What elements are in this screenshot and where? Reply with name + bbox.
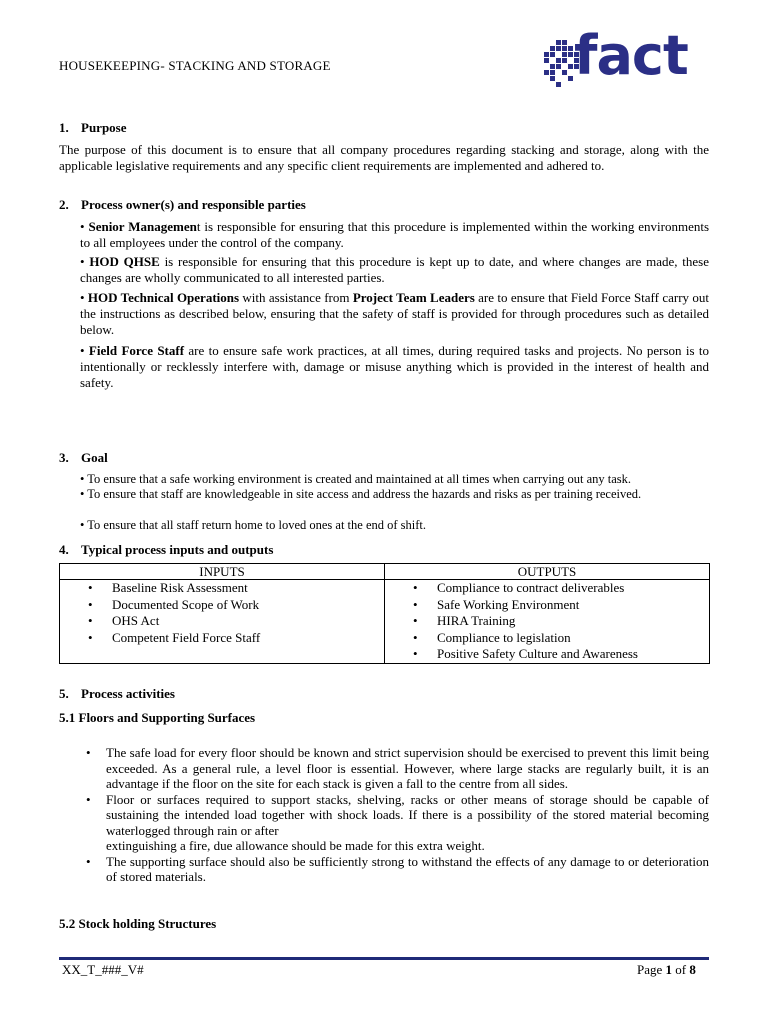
section-title: Goal [81,450,108,465]
logo-pixel [556,82,561,87]
goal-item: • To ensure that staff are knowledgeable in site access and address the hazards and risks as per training received. [80,487,642,501]
subsection-5-2-heading: 5.2 Stock holding Structures [59,916,217,931]
logo-pixel [556,58,561,63]
goal-text: To ensure that all staff return home to loved ones at the end of shift. [87,518,427,532]
logo-pixel [556,46,561,51]
party-name: Field Force Staff [88,343,185,358]
subsection-5-1-heading: 5.1 Floors and Supporting Surfaces [59,710,256,725]
output-item: • Safe Working Environment [385,597,709,614]
section-title: Typical process inputs and outputs [81,542,274,557]
floors-bullet: • The supporting surface should also be sufficiently strong to withstand the effects of any damage to or deterioration of stored materials. [82,854,709,885]
document-code: XX_T_###_V# [62,962,144,977]
output-item: • Compliance to contract deliverables [385,580,709,597]
section-number: 1. [59,120,69,135]
section-2-heading [59,197,306,213]
logo-pixel [550,46,555,51]
section-number: 4. [59,542,69,557]
purpose-text: The purpose of this document is to ensure that all company procedures regarding stacking and storage, along with the applicable legislative requirements and any specific client requirements are implemented and adhered to. [59,142,709,173]
logo-pixel [562,40,567,45]
outputs-cell [385,580,710,664]
logo-pixel [544,58,549,63]
inputs-list [60,580,384,646]
footer-divider [59,957,709,960]
logo-text: fact [574,24,688,87]
goal-item: • To ensure that a safe working environment is created and maintained at all times when carrying out any task. [80,472,632,486]
party-name-secondary: Project Team Leaders [352,290,475,305]
logo-pixel [544,70,549,75]
inputs-outputs-table [59,563,710,664]
responsible-party-hod-qhse: • HOD QHSE is responsible for ensuring that this procedure is kept up to date, and where changes are made, these changes are wholly communicated to all interested parties. [80,254,709,285]
goal-item: • To ensure that all staff return home to loved ones at the end of shift. [80,518,427,532]
logo-pixel [550,64,555,69]
party-description: are to ensure that Field Force Staff carry out the instructions as described below, ensuring that the safety of staff is provided for through procedures such as detailed below. [80,290,709,337]
logo-pixel [556,64,561,69]
inputs-header: INPUTS [60,564,385,580]
floors-bullet-continuation: extinguishing a fire, due allowance should be made for this extra weight. [106,838,485,853]
responsible-party-hod-technical-operations: • HOD Technical Operations with assistance from Project Team Leaders are to ensure that Field Force Staff carry out the instructions as described below, ensuring that the safety of staff is provided for through procedures such as detailed below. [80,290,709,337]
page-prefix: Page [637,962,666,977]
logo-pixel [550,70,555,75]
party-connector: with assistance from [239,290,353,305]
input-item: • Baseline Risk Assessment [60,580,384,597]
party-description: is responsible for ensuring that this procedure is kept up to date, and where changes are made, these changes are wholly communicated to all interested parties. [80,254,709,285]
input-item: • Documented Scope of Work [60,597,384,614]
output-item: • HIRA Training [385,613,709,630]
inputs-cell [60,580,385,664]
section-number: 2. [59,197,69,212]
logo-pixel [550,76,555,81]
page-total: 8 [689,962,696,977]
input-item: • OHS Act [60,613,384,630]
outputs-list [385,580,709,663]
responsible-party-field-force-staff: • Field Force Staff are to ensure safe work practices, at all times, during required tasks and projects. No person is to intentionally or recklessly interfere with, damage or misuse anything which is provided in the interest of health and safety. [80,343,710,390]
logo-pixel [562,46,567,51]
page-indicator [637,962,696,978]
logo-pixel [544,52,549,57]
section-title: Process owner(s) and responsible parties [81,197,306,212]
floors-bullet: • Floor or surfaces required to support stacks, shelving, racks or other means of storage should be capable of sustaining the intended load together with shock loads. If there is a possibility of the stored material becoming waterlogged through rain or after [82,792,709,839]
output-item: • Positive Safety Culture and Awareness [385,646,709,663]
logo-pixel [568,76,573,81]
section-number: 3. [59,450,69,465]
document-title: HOUSEKEEPING- STACKING AND STORAGE [59,58,331,73]
page-of: of [672,962,690,977]
section-4-heading [59,542,273,558]
input-item: • Competent Field Force Staff [60,630,384,647]
logo-pixel [550,52,555,57]
responsible-party-senior-management: • Senior Management is responsible for ensuring that this procedure is implemented within the working environments to all employees under the control of the company. [80,219,710,250]
goal-text: To ensure that a safe working environment is created and maintained at all times when carrying out any task. [87,472,632,486]
party-name: Senior Managemen [88,219,197,234]
section-title: Purpose [81,120,127,135]
logo-pixel [562,58,567,63]
party-description: are to ensure safe work practices, at all times, during required tasks and projects. No person is to intentionally or recklessly interfere with, damage or misuse anything which is provided in the interest of health and safety. [80,343,710,390]
logo-pixel [562,52,567,57]
goal-text: To ensure that staff are knowledgeable in site access and address the hazards and risks as per training received. [87,487,642,501]
section-1-heading [59,120,127,136]
logo-pixel [568,64,573,69]
party-name: HOD QHSE [89,254,160,269]
company-logo [544,24,704,92]
section-5-heading [59,686,175,702]
section-3-heading [59,450,108,466]
logo-pixel [568,46,573,51]
logo-pixel [556,40,561,45]
party-description: t is responsible for ensuring that this procedure is implemented within the working environments to all employees under the control of the company. [80,219,710,250]
party-name: HOD Technical Operations [87,290,240,305]
section-number: 5. [59,686,69,701]
logo-pixel [568,52,573,57]
section-title: Process activities [81,686,175,701]
floors-bullet-list [82,745,709,885]
page-number: 1 [665,962,673,977]
outputs-header: OUTPUTS [385,564,710,580]
logo-pixel [562,70,567,75]
output-item: • Compliance to legislation [385,630,709,647]
floors-bullet: • The safe load for every floor should be known and strict supervision should be exercised to prevent this limit being exceeded. As a general rule, a level floor is essential. However, where large stacks are regularly built, it is an advantage if the floor on the site for each stack is given a fall to the centre from all sides. [82,745,709,792]
